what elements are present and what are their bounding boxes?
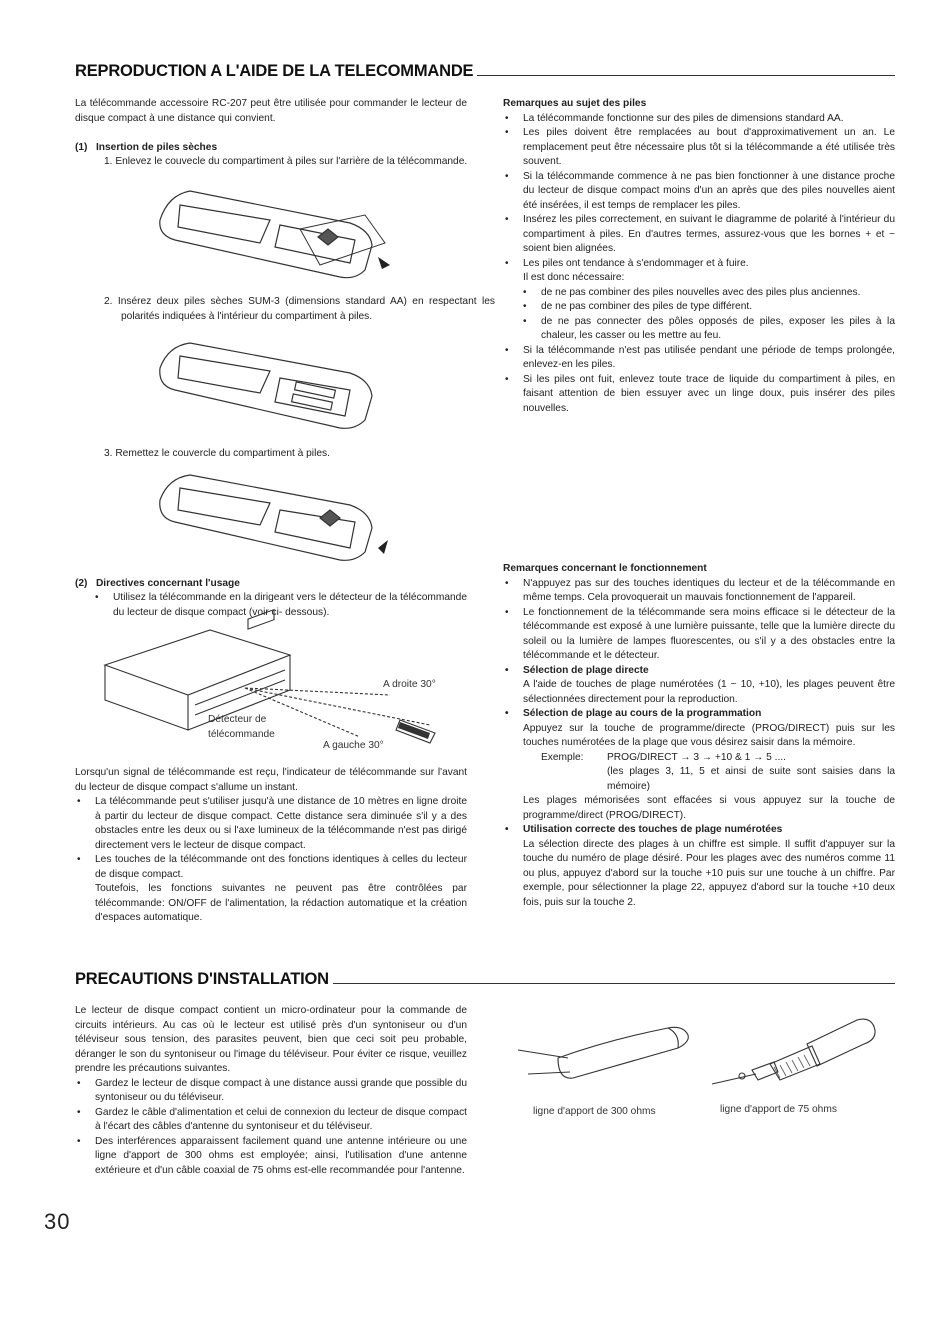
step-2: 2. Insérez deux piles sèches SUM-3 (dimensions standard AA) en respectant les polarités indiquées à l'intérieur du compartiment à piles. xyxy=(104,296,495,322)
usage-details xyxy=(75,766,467,926)
program-list xyxy=(503,707,895,722)
battery-sub-list xyxy=(503,286,895,344)
program-example xyxy=(503,751,895,766)
battery-notes-title: Remarques au sujet des piles xyxy=(503,98,647,109)
usage-title: (2) Directives concernant l'usage xyxy=(75,578,240,589)
list-item: • Les piles doivent être remplacées au bout d'approximativement un an. Le remplacement peut être nécessaire plus tôt si la télécommande a été utilisée très souvent. xyxy=(503,126,895,170)
example-note: (les plages 3, 11, 5 et ainsi de suite sont saisies dans la mémoire) xyxy=(607,766,895,792)
direct-selection-text: A l'aide de touches de plage numérotées (1 ~ 10, +10), les plages peuvent être sélectionnées directement pour la reproduction. xyxy=(523,679,895,705)
usage-continuation: Toutefois, les fonctions suivantes ne peuvent pas être contrôlées par télécommande: ON/OFF de l'alimentation, la rédaction automatique et la création d'espaces automatique. xyxy=(95,883,467,923)
list-item: • La télécommande peut s'utiliser jusqu'à une distance de 10 mètres en ligne droite à partir du lecteur de disque compact. Cette distance sera diminuée s'il y a des obstacles entre les deux ou si l'axe lumineux de la télécommande n'est pas dirigé directement vers le lecteur de disque compact. xyxy=(75,795,467,853)
section-heading-remote xyxy=(75,64,895,79)
heading-rule xyxy=(477,75,895,76)
angle-left-label: A gauche 30° xyxy=(323,740,384,751)
numbered-keys-text: La sélection directe des plages à un chiffre est simple. Il suffit d'appuyer sur la touche du numéro de plage désiré. Pour les plages avec des numéros comme 11 ou plus, appuyez d'abord sur la touche +10 puis sur une touche à un chiffre. Par exemple, pour sélectionner la plage 22, appuyez d'abord sur la touche +10 deux fois, puis sur la touche 2. xyxy=(523,838,895,908)
step-3: 3. Remettez le couvercle du compartiment à piles. xyxy=(104,448,330,459)
list-item: • Le fonctionnement de la télécommande sera moins efficace si le détecteur de la télécommande est exposé à une lumière puissante, telle que la lumière directe du soleil ou la lumière de lampes fluorescentes, ou s'il y a des obstacles entre la télécommande et le détecteur. xyxy=(503,606,895,664)
battery-bullet-list xyxy=(503,112,895,272)
cable-75-ohm-label: ligne d'apport de 75 ohms xyxy=(720,1104,837,1115)
twin-lead-cable-figure xyxy=(518,1020,703,1100)
operation-notes-title: Remarques concernant le fonctionnement xyxy=(503,563,707,574)
program-selection-title: • Sélection de plage au cours de la programmation xyxy=(503,707,895,722)
list-item: • Si la télécommande n'est pas utilisée pendant une période de temps prolongée, enlevez-en les piles. xyxy=(503,344,895,373)
section-heading-installation xyxy=(75,972,895,987)
battery-necessary: Il est donc nécessaire: xyxy=(523,272,625,283)
detector-label-line2: télécommande xyxy=(208,729,275,740)
usage-bullet-list xyxy=(75,795,467,882)
numbered-list xyxy=(503,823,895,838)
numbered-keys-title: • Utilisation correcte des touches de plage numérotées xyxy=(503,823,895,838)
example-value: PROG/DIRECT → 3 → +10 & 1 → 5 .... xyxy=(607,751,786,763)
angle-right-label: A droite 30° xyxy=(383,679,436,690)
list-item: • Utilisez la télécommande en la dirigeant vers le détecteur de la télécommande du lecteur de disque compact (voir ci- dessous). xyxy=(93,591,467,620)
detector-label-line1: Détecteur de xyxy=(208,714,267,725)
signal-paragraph: Lorsqu'un signal de télécommande est reçu, l'indicateur de télécommande sur l'avant du lecteur de disque compact s'allume un instant. xyxy=(75,767,467,793)
list-item: • Insérez les piles correctement, en suivant le diagramme de polarité à l'intérieur du compartiment à piles. En d'autres termes, assurez-vous que les bornes + et ~ soient bien alignées. xyxy=(503,213,895,257)
example-label: Exemple: xyxy=(541,751,584,763)
page-number: 30 xyxy=(44,1209,71,1234)
list-item: • La télécommande fonctionne sur des piles de dimensions standard AA. xyxy=(503,112,895,127)
section-title: REPRODUCTION A L'AIDE DE LA TELECOMMANDE xyxy=(75,62,474,80)
list-item: • Les piles ont tendance à s'endommager et à fuire. xyxy=(503,257,895,272)
remote-intro xyxy=(75,97,467,126)
list-item: • Gardez le câble d'alimentation et celui de connexion du lecteur de disque compact à l'écart des câbles d'antenne du syntoniseur et du téléviseur. xyxy=(75,1106,467,1135)
cover-replace-figure xyxy=(150,470,400,570)
direct-selection-title: • Sélection de plage directe xyxy=(503,664,895,679)
coaxial-cable-figure xyxy=(712,1012,882,1092)
list-item: • Si les piles ont fuit, enlevez toute trace de liquide du compartiment à piles, en faisant attention de bien essuyer avec un linge doux, puis insérer des piles nouvelles. xyxy=(503,373,895,417)
installation-text xyxy=(75,1004,467,1178)
installation-intro: Le lecteur de disque compact contient un micro-ordinateur pour la commande de circuits intérieurs. Au cas où le lecteur est utilisé près d'un syntoniseur ou d'un téléviseur sous tension, des parasites peuvent, bien que ceci soit peu probable, déranger le son du syntoniseur ou l'image du téléviseur. Pour éviter ce risque, veuillez prendre les précautions suivantes. xyxy=(75,1005,467,1074)
battery-insertion-figure xyxy=(150,338,390,438)
program-after-text: Les plages mémorisées sont effacées si vous appuyez sur la touche de programme/direct (PROG/DIRECT). xyxy=(523,795,895,821)
cable-300-ohm-label: ligne d'apport de 300 ohms xyxy=(533,1106,656,1117)
battery-insertion-title: (1) Insertion de piles sèches xyxy=(75,142,218,153)
program-selection-text: Appuyez sur la touche de programme/directe (PROG/DIRECT) puis sur les touches numérotées de la plage que vous désirez saisir dans la mémoire. xyxy=(523,722,895,748)
section-title: PRECAUTIONS D'INSTALLATION xyxy=(75,970,329,988)
usage-guideline-list xyxy=(93,591,467,620)
list-item: • Gardez le lecteur de disque compact à une distance aussi grande que possible du syntoniseur ou du téléviseur. xyxy=(75,1077,467,1106)
list-item: • Des interférences apparaissent facilement quand une antenne intérieure ou une ligne d'apport de 300 ohms est employée; ainsi, l'utilisation d'une antenne extérieure et d'un câble coaxial de 75 ohms est-elle recommandée pour l'antenne. xyxy=(75,1135,467,1179)
heading-rule xyxy=(333,983,895,984)
list-item: • de ne pas combiner des piles de type différent. xyxy=(503,300,895,315)
installation-bullet-list xyxy=(75,1077,467,1179)
list-item: • Les touches de la télécommande ont des fonctions identiques à celles du lecteur de disque compact. xyxy=(75,853,467,882)
list-item: • de ne pas combiner des piles nouvelles avec des piles plus anciennes. xyxy=(503,286,895,301)
operation-bullet-list xyxy=(503,577,895,679)
battery-notes xyxy=(503,97,895,416)
remote-cover-removal-figure xyxy=(150,185,400,285)
intro-paragraph: La télécommande accessoire RC-207 peut être utilisée pour commander le lecteur de disque compact à une distance qui convient. xyxy=(75,98,467,124)
battery-bullet-list-2 xyxy=(503,344,895,417)
step-1: 1. Enlevez le couvecle du compartiment à piles sur l'arrière de la télécommande. xyxy=(104,156,468,167)
list-item: • de ne pas connecter des pôles opposés de piles, exposer les piles à la chaleur, les casser ou les mettre au feu. xyxy=(503,315,895,344)
list-item: • N'appuyez pas sur des touches identiques du lecteur et de la télécommande en même temps. Cela provoquerait un mauvais fonctionnement de l'appareil. xyxy=(503,577,895,606)
operation-notes xyxy=(503,562,895,910)
list-item: • Si la télécommande commence à ne pas bien fonctionner à une distance proche du lecteur de disque compact moins d'un an après que des piles nouvelles aient été insérées, il est temps de remplacer les piles. xyxy=(503,170,895,214)
